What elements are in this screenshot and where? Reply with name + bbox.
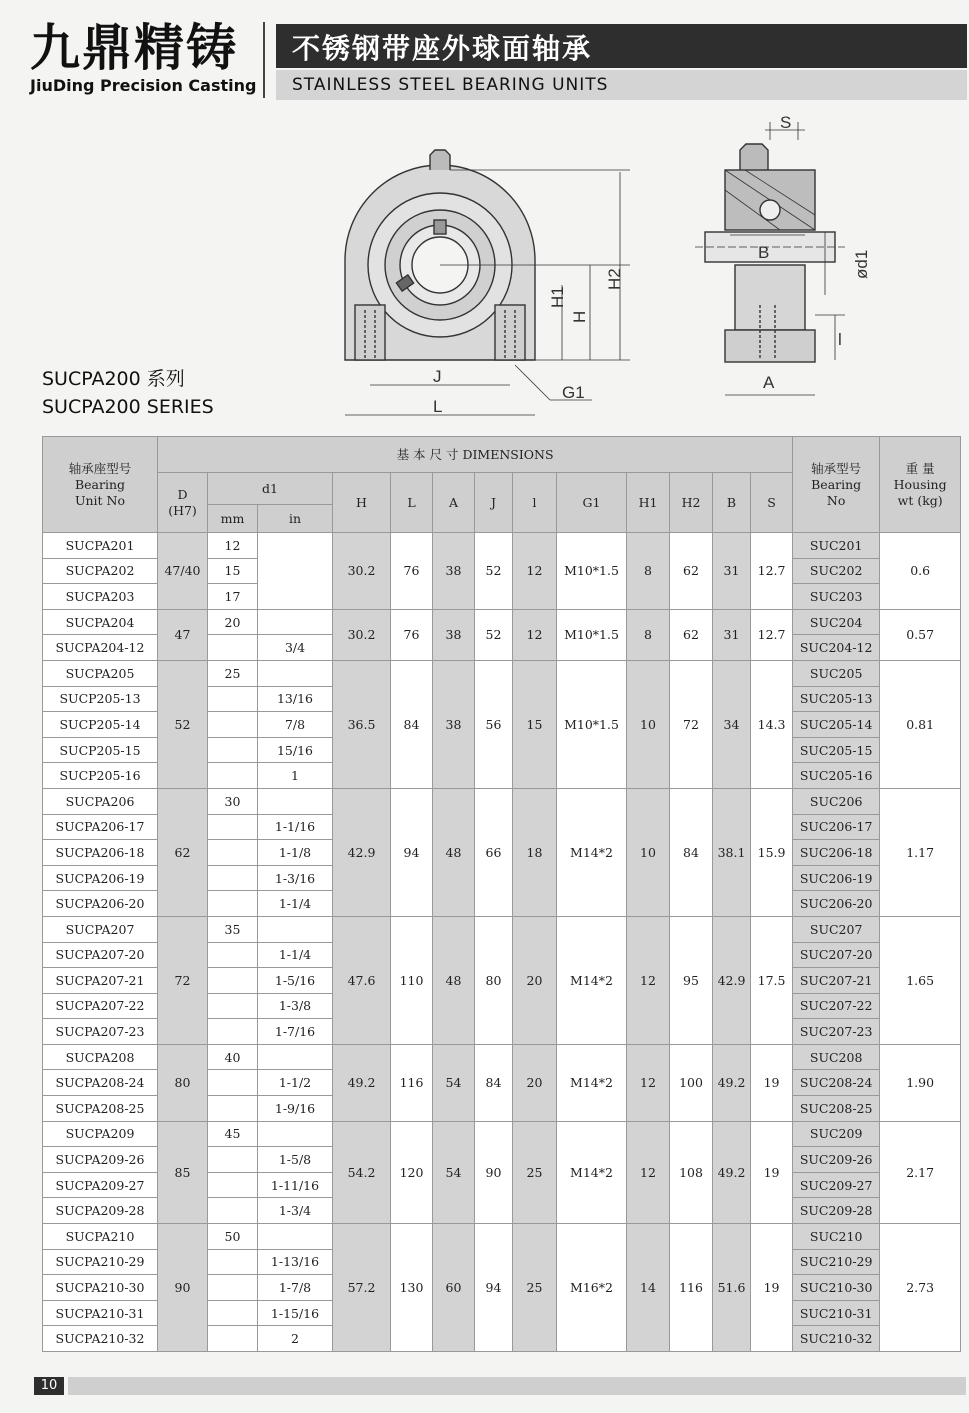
cell-bearing-no: SUC205-15 <box>793 737 880 763</box>
cell-bearing-no: SUC205-16 <box>793 763 880 789</box>
cell-d1-mm <box>208 737 258 763</box>
col-header-in: in <box>258 505 333 533</box>
cell-s: 14.3 <box>751 660 793 788</box>
col-header-bearing: 轴承型号 Bearing No <box>793 437 880 533</box>
cell-g1: M10*1.5 <box>557 533 627 610</box>
cell-d1-mm <box>208 712 258 738</box>
series-title-cn: SUCPA200 系列 <box>42 368 185 390</box>
cell-bearing-no: SUC206-18 <box>793 840 880 866</box>
cell-h: 30.2 <box>333 533 391 610</box>
cell-d1-mm <box>208 942 258 968</box>
footer-bar <box>68 1377 966 1395</box>
cell-unit-no: SUCP205-14 <box>43 712 158 738</box>
cell-b: 49.2 <box>713 1044 751 1121</box>
col-header-mm: mm <box>208 505 258 533</box>
cell-j: 52 <box>475 533 513 610</box>
cell-weight: 1.17 <box>880 788 961 916</box>
cell-unit-no: SUCPA204 <box>43 609 158 635</box>
cell-d1-mm: 30 <box>208 788 258 814</box>
label-j: J <box>433 367 442 386</box>
cell-h: 30.2 <box>333 609 391 660</box>
cell-d1-in: 1-13/16 <box>258 1249 333 1275</box>
cell-d1-mm: 45 <box>208 1121 258 1147</box>
cell-s: 19 <box>751 1044 793 1121</box>
cell-weight: 2.17 <box>880 1121 961 1223</box>
cell-j: 52 <box>475 609 513 660</box>
cell-unit-no: SUCPA202 <box>43 558 158 584</box>
cell-bearing-no: SUC209-27 <box>793 1172 880 1198</box>
col-header-housing: 轴承座型号 Bearing Unit No <box>43 437 158 533</box>
cell-bearing-no: SUC209-28 <box>793 1198 880 1224</box>
cell-g1: M10*1.5 <box>557 609 627 660</box>
cell-h2: 116 <box>670 1224 713 1352</box>
cell-unit-no: SUCPA209 <box>43 1121 158 1147</box>
page-title-en: STAINLESS STEEL BEARING UNITS <box>292 75 609 95</box>
cell-bearing-no: SUC210-30 <box>793 1275 880 1301</box>
cell-l: 20 <box>513 916 557 1044</box>
cell-bearing-no: SUC210 <box>793 1224 880 1250</box>
cell-unit-no: SUCPA208-25 <box>43 1096 158 1122</box>
label-h2: H2 <box>605 268 624 290</box>
col-header-j: J <box>475 473 513 533</box>
title-bar-en <box>276 70 967 100</box>
cell-b: 34 <box>713 660 751 788</box>
table-row <box>43 1044 961 1070</box>
cell-a: 54 <box>433 1121 475 1223</box>
cell-d1-in: 2 <box>258 1326 333 1352</box>
cell-d1-in: 1-1/8 <box>258 840 333 866</box>
cell-unit-no: SUCPA207-20 <box>43 942 158 968</box>
cell-d1-in: 1-11/16 <box>258 1172 333 1198</box>
cell-unit-no: SUCP205-15 <box>43 737 158 763</box>
table-row <box>43 533 961 559</box>
cell-d1-in <box>258 1224 333 1250</box>
cell-d1-mm: 50 <box>208 1224 258 1250</box>
cell-weight: 1.65 <box>880 916 961 1044</box>
cell-unit-no: SUCPA206-18 <box>43 840 158 866</box>
cell-d1-in: 1-3/4 <box>258 1198 333 1224</box>
cell-l: 12 <box>513 609 557 660</box>
cell-h: 54.2 <box>333 1121 391 1223</box>
cell-d: 47 <box>158 609 208 660</box>
side-view <box>695 122 845 395</box>
cell-bearing-no: SUC210-29 <box>793 1249 880 1275</box>
col-header-h1: H1 <box>627 473 670 533</box>
cell-d1-in: 1-1/16 <box>258 814 333 840</box>
col-header-h: H <box>333 473 391 533</box>
cell-a: 48 <box>433 916 475 1044</box>
cell-s: 12.7 <box>751 609 793 660</box>
cell-d1-in: 1-1/2 <box>258 1070 333 1096</box>
table-row <box>43 1121 961 1147</box>
cell-l: 76 <box>391 609 433 660</box>
cell-bearing-no: SUC205-14 <box>793 712 880 738</box>
cell-d1-mm <box>208 891 258 917</box>
cell-d1-in: 1-3/16 <box>258 865 333 891</box>
cell-d1-mm <box>208 1275 258 1301</box>
cell-h1: 10 <box>627 660 670 788</box>
cell-a: 60 <box>433 1224 475 1352</box>
cell-d1-mm <box>208 763 258 789</box>
cell-d1-in: 7/8 <box>258 712 333 738</box>
cell-weight: 0.57 <box>880 609 961 660</box>
cell-h2: 108 <box>670 1121 713 1223</box>
cell-l: 116 <box>391 1044 433 1121</box>
cell-d1-in <box>258 660 333 686</box>
cell-h1: 8 <box>627 533 670 610</box>
cell-d1-in: 1-5/16 <box>258 968 333 994</box>
col-header-b: B <box>713 473 751 533</box>
col-header-g1: G1 <box>557 473 627 533</box>
cell-unit-no: SUCPA207-22 <box>43 993 158 1019</box>
cell-d1-mm <box>208 1198 258 1224</box>
cell-j: 84 <box>475 1044 513 1121</box>
cell-d1-in: 13/16 <box>258 686 333 712</box>
cell-d1-mm <box>208 865 258 891</box>
cell-d1-in <box>258 1121 333 1147</box>
cell-unit-no: SUCPA210-31 <box>43 1300 158 1326</box>
cell-d: 47/40 <box>158 533 208 610</box>
cell-bearing-no: SUC206-20 <box>793 891 880 917</box>
cell-b: 31 <box>713 533 751 610</box>
cell-d: 72 <box>158 916 208 1044</box>
cell-d1-in: 1-7/8 <box>258 1275 333 1301</box>
cell-d1-mm <box>208 635 258 661</box>
cell-weight: 1.90 <box>880 1044 961 1121</box>
label-l: L <box>433 397 443 416</box>
cell-bearing-no: SUC202 <box>793 558 880 584</box>
cell-h1: 14 <box>627 1224 670 1352</box>
col-header-a: A <box>433 473 475 533</box>
brand-name-en: JiuDing Precision Casting <box>30 76 257 95</box>
technical-drawing <box>300 110 880 430</box>
cell-bearing-no: SUC208 <box>793 1044 880 1070</box>
specification-table <box>42 436 961 1352</box>
cell-bearing-no: SUC207-20 <box>793 942 880 968</box>
header-divider <box>263 22 265 98</box>
cell-h: 49.2 <box>333 1044 391 1121</box>
cell-unit-no: SUCPA209-26 <box>43 1147 158 1173</box>
cell-d1-mm: 35 <box>208 916 258 942</box>
cell-h2: 62 <box>670 609 713 660</box>
cell-bearing-no: SUC206-19 <box>793 865 880 891</box>
cell-d1-mm: 20 <box>208 609 258 635</box>
cell-unit-no: SUCPA210-30 <box>43 1275 158 1301</box>
cell-s: 19 <box>751 1121 793 1223</box>
table-row <box>43 1224 961 1250</box>
cell-unit-no: SUCPA206 <box>43 788 158 814</box>
cell-d1-mm <box>208 1147 258 1173</box>
cell-a: 38 <box>433 609 475 660</box>
label-l-height: l <box>838 330 842 349</box>
cell-h1: 8 <box>627 609 670 660</box>
cell-d1-mm: 25 <box>208 660 258 686</box>
col-header-d1: d1 <box>208 473 333 505</box>
cell-h1: 12 <box>627 916 670 1044</box>
table-row <box>43 609 961 635</box>
label-h1: H1 <box>548 286 567 308</box>
cell-bearing-no: SUC206-17 <box>793 814 880 840</box>
cell-j: 66 <box>475 788 513 916</box>
cell-d1-in: 1 <box>258 763 333 789</box>
col-header-l: L <box>391 473 433 533</box>
cell-h: 57.2 <box>333 1224 391 1352</box>
cell-l: 120 <box>391 1121 433 1223</box>
cell-h: 42.9 <box>333 788 391 916</box>
label-b: B <box>758 243 770 262</box>
cell-bearing-no: SUC207-21 <box>793 968 880 994</box>
cell-bearing-no: SUC207-22 <box>793 993 880 1019</box>
cell-bearing-no: SUC205 <box>793 660 880 686</box>
cell-bearing-no: SUC205-13 <box>793 686 880 712</box>
cell-unit-no: SUCPA206-20 <box>43 891 158 917</box>
table-row <box>43 660 961 686</box>
cell-unit-no: SUCPA210-29 <box>43 1249 158 1275</box>
cell-bearing-no: SUC204 <box>793 609 880 635</box>
cell-unit-no: SUCP205-13 <box>43 686 158 712</box>
label-a: A <box>763 373 775 392</box>
cell-d: 52 <box>158 660 208 788</box>
cell-bearing-no: SUC210-31 <box>793 1300 880 1326</box>
cell-d1-mm: 15 <box>208 558 258 584</box>
cell-bearing-no: SUC210-32 <box>793 1326 880 1352</box>
cell-j: 90 <box>475 1121 513 1223</box>
cell-weight: 0.81 <box>880 660 961 788</box>
label-d1: ød1 <box>852 249 871 279</box>
cell-h1: 12 <box>627 1044 670 1121</box>
table-body <box>43 533 961 1352</box>
cell-g1: M14*2 <box>557 1121 627 1223</box>
cell-d1-in <box>258 533 333 610</box>
cell-d1-mm <box>208 814 258 840</box>
cell-weight: 0.6 <box>880 533 961 610</box>
cell-unit-no: SUCPA210-32 <box>43 1326 158 1352</box>
cell-l: 130 <box>391 1224 433 1352</box>
cell-bearing-no: SUC209 <box>793 1121 880 1147</box>
cell-a: 48 <box>433 788 475 916</box>
col-header-weight: 重 量 Housing wt (kg) <box>880 437 961 533</box>
cell-unit-no: SUCPA207-23 <box>43 1019 158 1045</box>
cell-unit-no: SUCPA205 <box>43 660 158 686</box>
cell-d1-in <box>258 609 333 635</box>
cell-bearing-no: SUC207-23 <box>793 1019 880 1045</box>
cell-d1-mm <box>208 1096 258 1122</box>
cell-d1-mm: 17 <box>208 584 258 610</box>
label-h: H <box>570 310 589 323</box>
cell-l: 84 <box>391 660 433 788</box>
cell-a: 38 <box>433 660 475 788</box>
cell-d: 85 <box>158 1121 208 1223</box>
cell-d1-in <box>258 916 333 942</box>
cell-l: 15 <box>513 660 557 788</box>
cell-unit-no: SUCPA206-17 <box>43 814 158 840</box>
cell-g1: M16*2 <box>557 1224 627 1352</box>
cell-g1: M10*1.5 <box>557 660 627 788</box>
cell-a: 54 <box>433 1044 475 1121</box>
cell-d1-mm <box>208 993 258 1019</box>
cell-l: 20 <box>513 1044 557 1121</box>
cell-a: 38 <box>433 533 475 610</box>
cell-b: 51.6 <box>713 1224 751 1352</box>
table-row <box>43 788 961 814</box>
cell-d1-in: 15/16 <box>258 737 333 763</box>
label-s: S <box>780 113 792 132</box>
cell-bearing-no: SUC206 <box>793 788 880 814</box>
cell-d: 90 <box>158 1224 208 1352</box>
cell-j: 94 <box>475 1224 513 1352</box>
front-view <box>345 150 630 415</box>
cell-bearing-no: SUC207 <box>793 916 880 942</box>
col-header-d: D (H7) <box>158 473 208 533</box>
cell-d1-mm: 12 <box>208 533 258 559</box>
cell-unit-no: SUCPA203 <box>43 584 158 610</box>
cell-l: 94 <box>391 788 433 916</box>
cell-unit-no: SUCPA206-19 <box>43 865 158 891</box>
cell-d1-mm <box>208 1172 258 1198</box>
cell-bearing-no: SUC208-24 <box>793 1070 880 1096</box>
cell-d1-mm: 40 <box>208 1044 258 1070</box>
cell-j: 56 <box>475 660 513 788</box>
cell-bearing-no: SUC201 <box>793 533 880 559</box>
cell-h1: 10 <box>627 788 670 916</box>
cell-g1: M14*2 <box>557 916 627 1044</box>
cell-l: 12 <box>513 533 557 610</box>
cell-unit-no: SUCPA208 <box>43 1044 158 1070</box>
cell-d1-mm <box>208 1019 258 1045</box>
cell-s: 17.5 <box>751 916 793 1044</box>
cell-d1-mm <box>208 1326 258 1352</box>
page-number: 10 <box>34 1377 64 1395</box>
cell-unit-no: SUCPA210 <box>43 1224 158 1250</box>
col-header-l-height: l <box>513 473 557 533</box>
cell-s: 12.7 <box>751 533 793 610</box>
cell-d1-mm <box>208 1300 258 1326</box>
cell-unit-no: SUCPA209-27 <box>43 1172 158 1198</box>
cell-bearing-no: SUC204-12 <box>793 635 880 661</box>
cell-unit-no: SUCPA207 <box>43 916 158 942</box>
cell-d1-mm <box>208 686 258 712</box>
cell-d1-in <box>258 788 333 814</box>
title-bar-cn <box>276 24 967 68</box>
cell-d1-in: 1-3/8 <box>258 993 333 1019</box>
page-title-cn: 不锈钢带座外球面轴承 <box>292 32 593 65</box>
cell-d1-mm <box>208 840 258 866</box>
cell-d1-mm <box>208 1249 258 1275</box>
cell-d1-in: 3/4 <box>258 635 333 661</box>
cell-d: 80 <box>158 1044 208 1121</box>
table-row <box>43 916 961 942</box>
cell-s: 19 <box>751 1224 793 1352</box>
cell-g1: M14*2 <box>557 1044 627 1121</box>
cell-h1: 12 <box>627 1121 670 1223</box>
brand-name-cn: 九鼎精铸 <box>30 19 238 77</box>
page-header <box>0 0 969 110</box>
cell-j: 80 <box>475 916 513 1044</box>
cell-bearing-no: SUC203 <box>793 584 880 610</box>
cell-weight: 2.73 <box>880 1224 961 1352</box>
cell-unit-no: SUCPA209-28 <box>43 1198 158 1224</box>
cell-b: 49.2 <box>713 1121 751 1223</box>
cell-d1-in: 1-5/8 <box>258 1147 333 1173</box>
cell-h: 36.5 <box>333 660 391 788</box>
cell-l: 76 <box>391 533 433 610</box>
cell-unit-no: SUCPA201 <box>43 533 158 559</box>
cell-d1-in: 1-7/16 <box>258 1019 333 1045</box>
cell-b: 31 <box>713 609 751 660</box>
cell-l: 18 <box>513 788 557 916</box>
series-title-en: SUCPA200 SERIES <box>42 396 214 418</box>
col-header-s: S <box>751 473 793 533</box>
cell-d1-in: 1-9/16 <box>258 1096 333 1122</box>
cell-unit-no: SUCPA207-21 <box>43 968 158 994</box>
cell-d: 62 <box>158 788 208 916</box>
cell-unit-no: SUCP205-16 <box>43 763 158 789</box>
cell-h2: 95 <box>670 916 713 1044</box>
cell-d1-mm <box>208 968 258 994</box>
cell-d1-in: 1-1/4 <box>258 942 333 968</box>
cell-b: 42.9 <box>713 916 751 1044</box>
cell-h2: 100 <box>670 1044 713 1121</box>
cell-d1-in: 1-15/16 <box>258 1300 333 1326</box>
cell-h2: 72 <box>670 660 713 788</box>
cell-l: 25 <box>513 1224 557 1352</box>
cell-d1-mm <box>208 1070 258 1096</box>
cell-unit-no: SUCPA204-12 <box>43 635 158 661</box>
cell-d1-in <box>258 1044 333 1070</box>
col-header-h2: H2 <box>670 473 713 533</box>
series-title <box>42 365 214 421</box>
cell-b: 38.1 <box>713 788 751 916</box>
cell-h: 47.6 <box>333 916 391 1044</box>
cell-l: 25 <box>513 1121 557 1223</box>
cell-l: 110 <box>391 916 433 1044</box>
cell-s: 15.9 <box>751 788 793 916</box>
col-header-dimensions: 基 本 尺 寸 DIMENSIONS <box>158 437 793 473</box>
cell-h2: 62 <box>670 533 713 610</box>
cell-unit-no: SUCPA208-24 <box>43 1070 158 1096</box>
cell-g1: M14*2 <box>557 788 627 916</box>
cell-h2: 84 <box>670 788 713 916</box>
label-g1: G1 <box>562 383 585 402</box>
cell-bearing-no: SUC209-26 <box>793 1147 880 1173</box>
cell-bearing-no: SUC208-25 <box>793 1096 880 1122</box>
cell-d1-in: 1-1/4 <box>258 891 333 917</box>
